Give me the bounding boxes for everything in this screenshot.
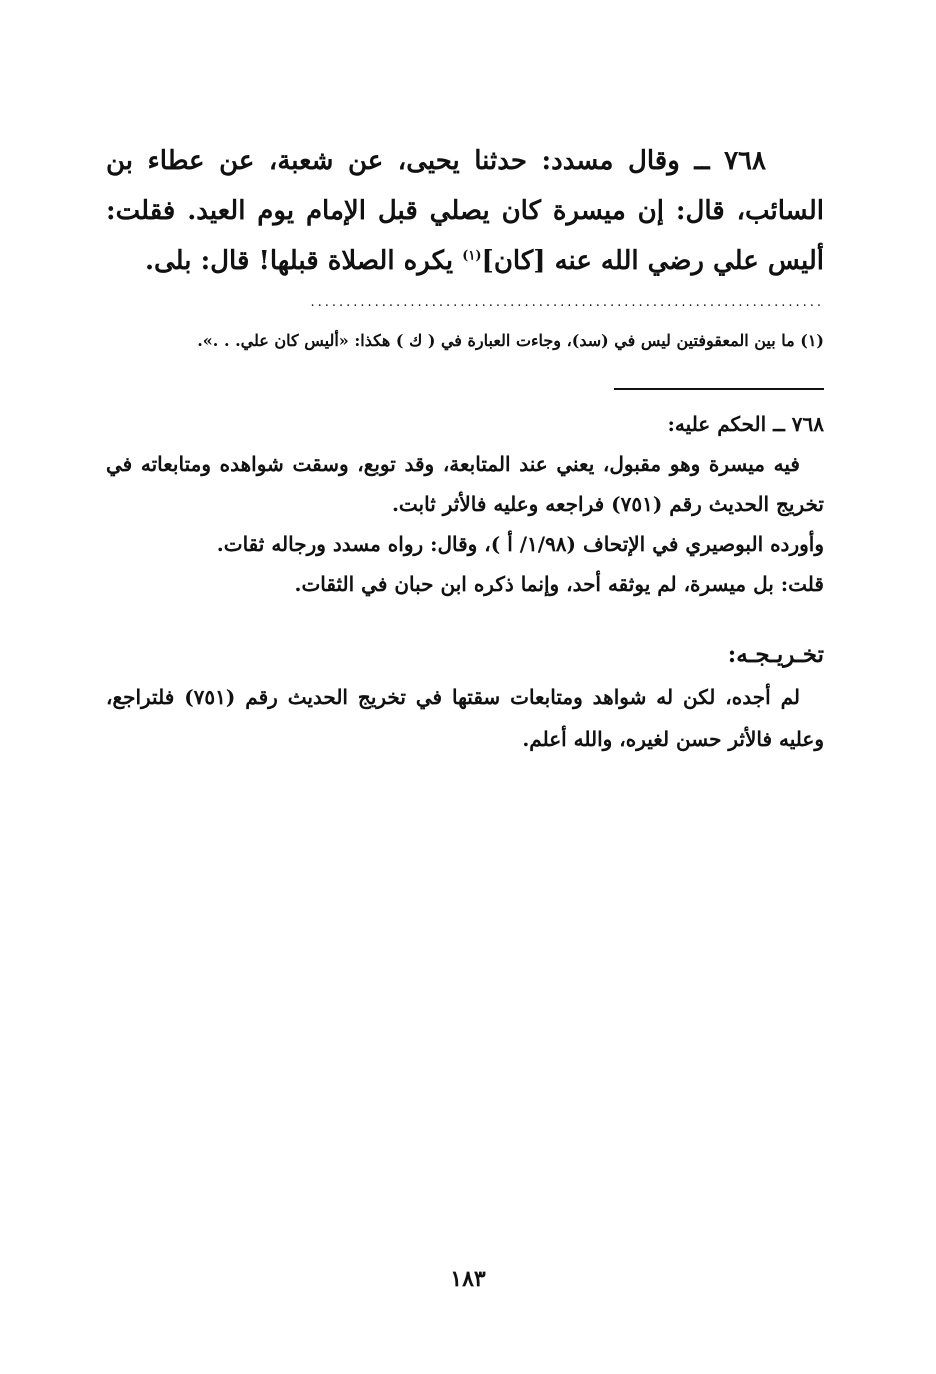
takhrij-heading: تخـريـجـه: xyxy=(727,641,824,668)
ruling-paragraph-1: فيه ميسرة وهو مقبول، يعني عند المتابعة، وقد توبع، وسقت شواهده ومتابعاته في تخريج الحديث رقم (٧٥١) فراجعه وعليه فالأثر ثابت. xyxy=(106,452,824,516)
ruling-paragraph-3: قلت: بل ميسرة، لم يوثقه أحد، وإنما ذكره ابن حبان في الثقات. xyxy=(294,572,824,596)
takhrij-paragraph: لم أجده، لكن له شواهد ومتابعات سقتها في تخريج الحديث رقم (٧٥١) فلتراجع، وعليه فالأثر حسن لغيره، والله أعلم. xyxy=(106,685,824,751)
takhrij-section xyxy=(106,634,824,760)
footnote-text: (١) ما بين المعقوفتين ليس في (سد)، وجاءت العبارة في ( ك ) هكذا: «أليس كان علي. . .». xyxy=(197,331,824,350)
hadith-text-part-2: يكره الصلاة قبلها! قال: بلى. xyxy=(144,246,463,276)
main-hadith-text xyxy=(106,136,824,286)
footnote-marker: (١) xyxy=(462,248,482,264)
ruling-paragraph-2: وأورده البوصيري في الإتحاف (١/٩٨/ أ )، وقال: رواه مسدد ورجاله ثقات. xyxy=(216,532,824,556)
footnote-separator: ........................................................................ xyxy=(310,296,824,310)
hadith-text-part-1: ٧٦٨ ــ وقال مسدد: حدثنا يحيى، عن شعبة، عن عطاء بن السائب، قال: إن ميسرة كان يصلي قبل الإمام يوم العيد. فقلت: أليس علي رضي الله عنه [كان] xyxy=(106,146,824,276)
ruling-section xyxy=(106,404,824,604)
ruling-heading: ٧٦٨ ــ الحكم عليه: xyxy=(667,412,824,436)
section-divider-line xyxy=(614,388,824,390)
page-number: ١٨٣ xyxy=(450,1266,486,1292)
